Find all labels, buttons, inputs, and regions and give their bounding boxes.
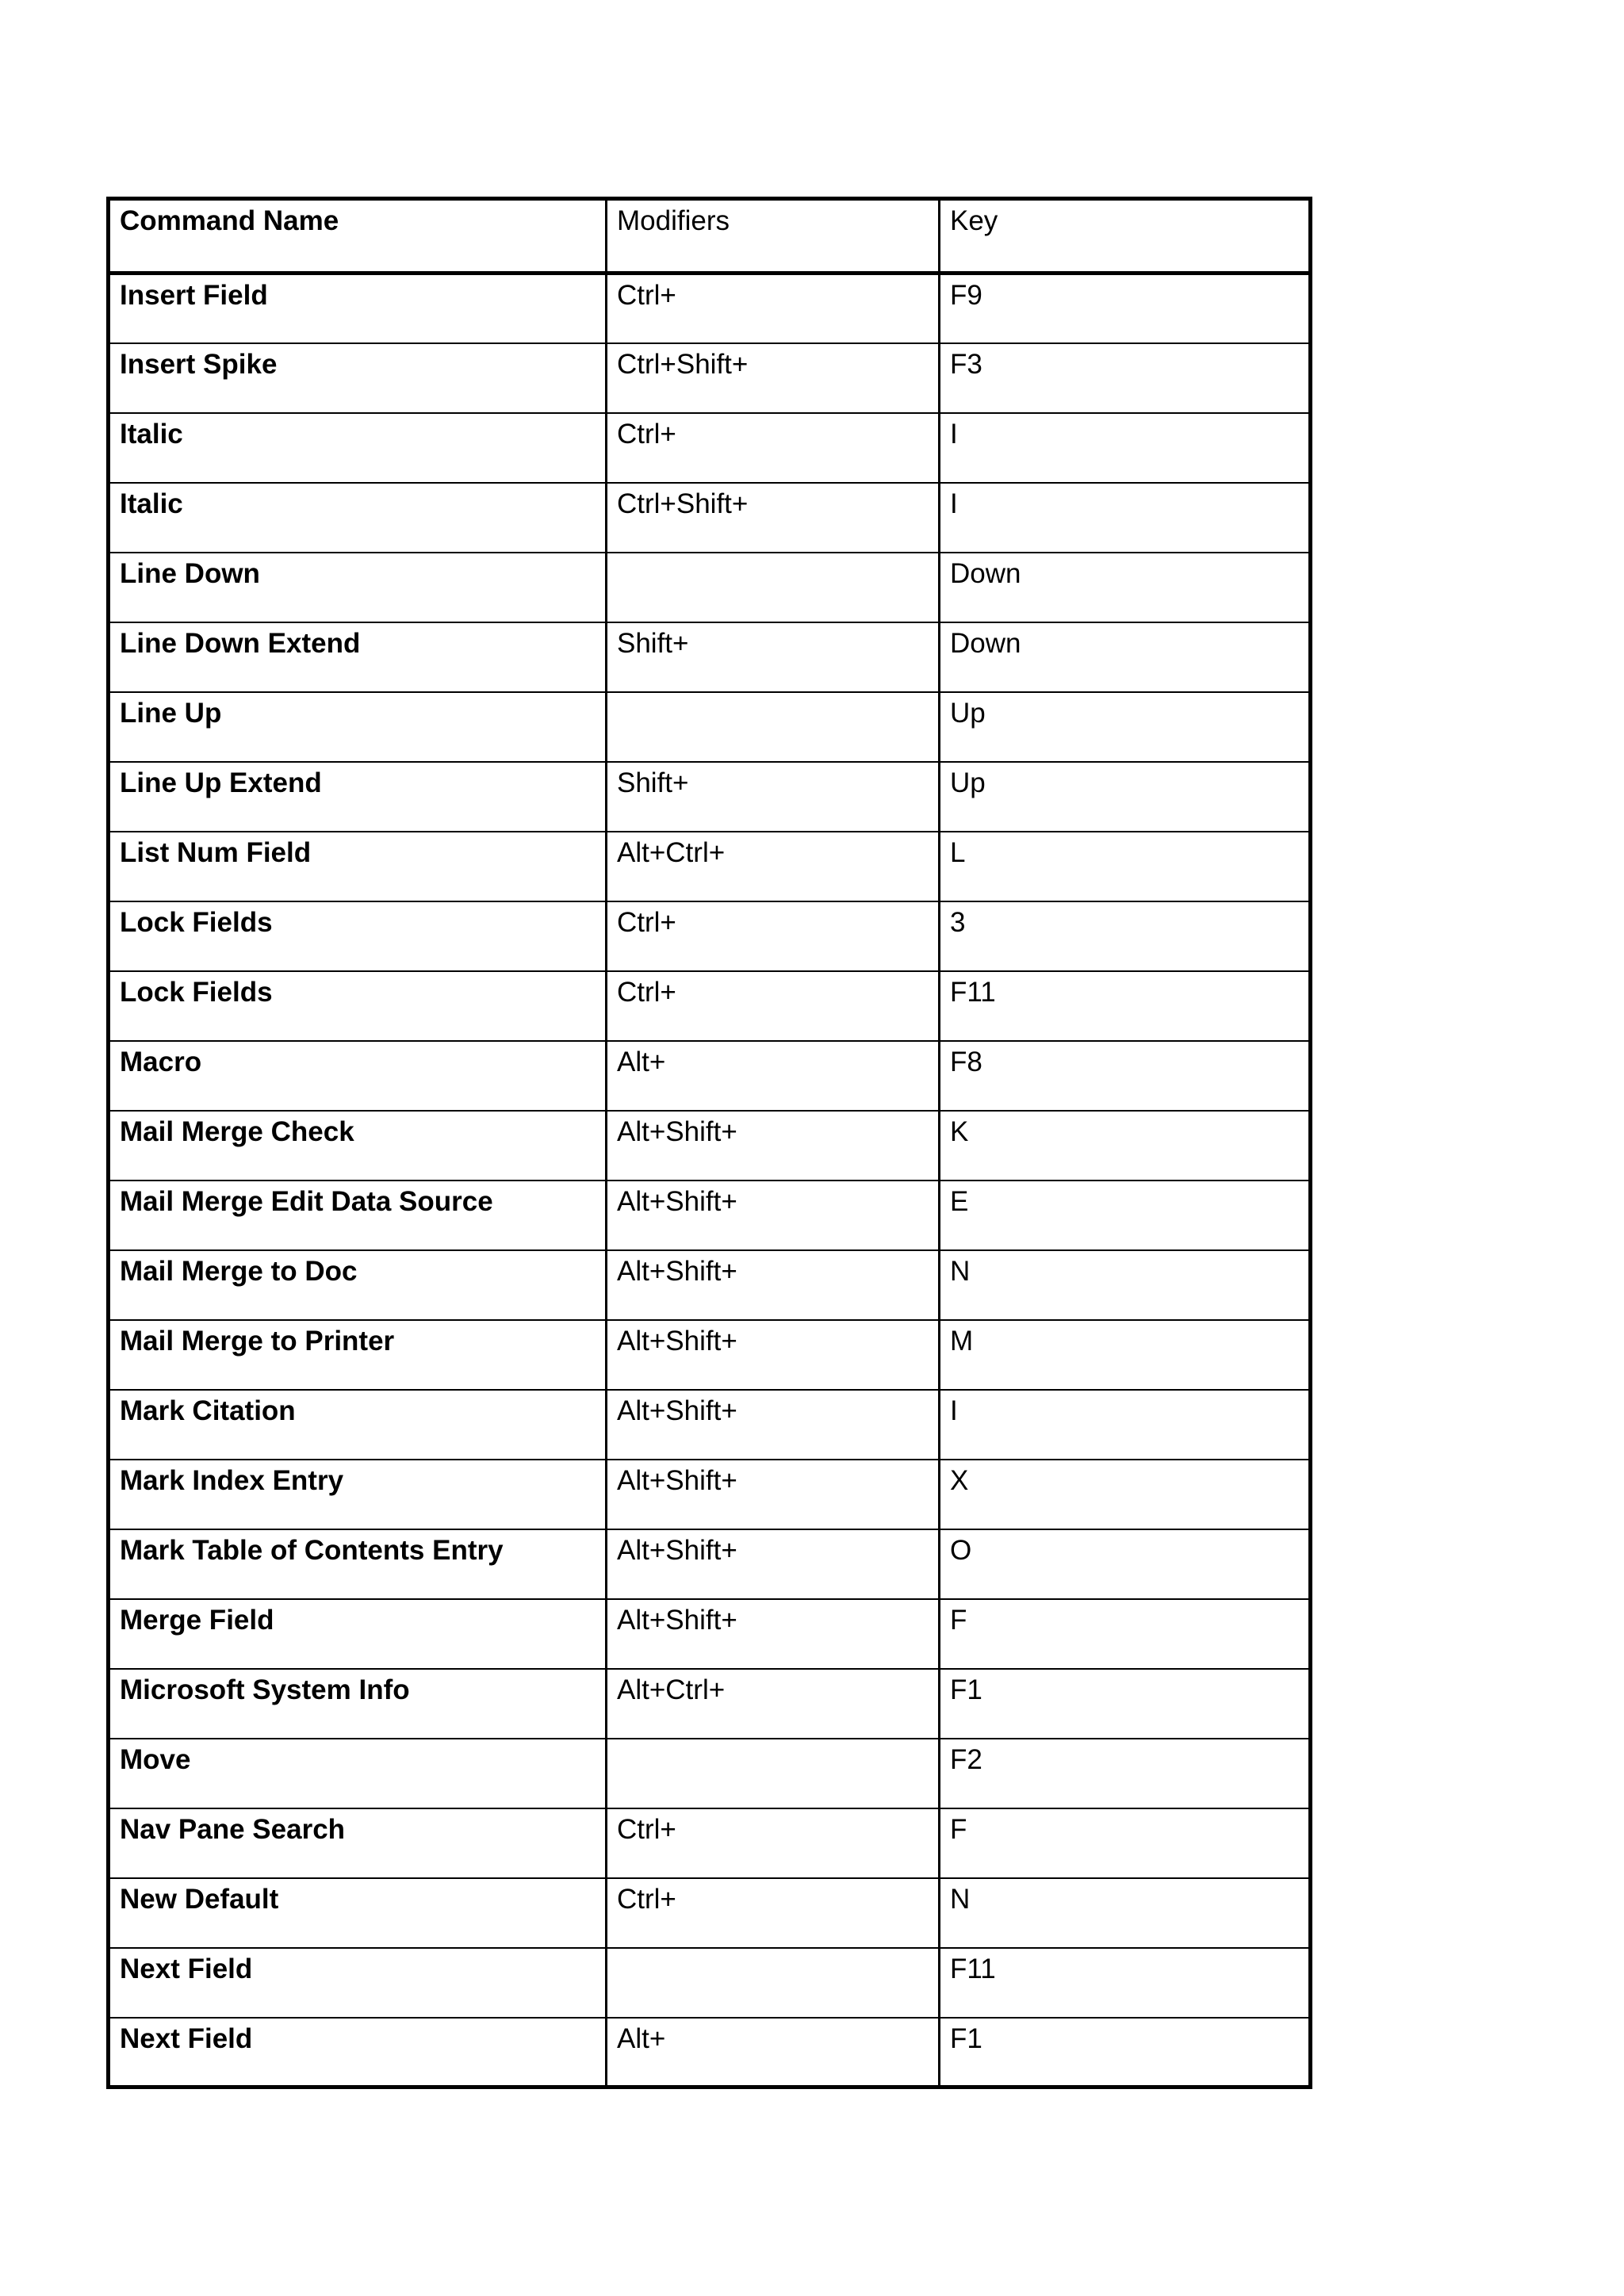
command-name-cell: New Default: [109, 1878, 607, 1948]
table-row: [109, 1460, 1311, 1529]
command-name-cell: Move: [109, 1739, 607, 1808]
command-name-cell: Merge Field: [109, 1599, 607, 1669]
key-cell: Up: [940, 762, 1311, 832]
key-cell: I: [940, 1390, 1311, 1460]
command-name-cell: Italic: [109, 413, 607, 483]
key-cell: F1: [940, 2018, 1311, 2087]
modifiers-cell: [607, 692, 940, 762]
key-cell: F: [940, 1599, 1311, 1669]
command-name-cell: Insert Spike: [109, 343, 607, 413]
modifiers-cell: Shift+: [607, 762, 940, 832]
command-name-cell: Line Up: [109, 692, 607, 762]
key-cell: F11: [940, 1948, 1311, 2018]
command-name-cell: Mail Merge Check: [109, 1111, 607, 1181]
table-row: [109, 1878, 1311, 1948]
modifiers-cell: Alt+: [607, 1041, 940, 1111]
table-row: [109, 1669, 1311, 1739]
command-name-cell: Next Field: [109, 2018, 607, 2087]
modifiers-cell: Alt+Ctrl+: [607, 832, 940, 901]
document-page: [106, 197, 1308, 2089]
command-name-cell: Lock Fields: [109, 971, 607, 1041]
modifiers-cell: Alt+Shift+: [607, 1111, 940, 1181]
command-name-cell: Mark Table of Contents Entry: [109, 1529, 607, 1599]
modifiers-cell: Alt+Shift+: [607, 1460, 940, 1529]
key-cell: Down: [940, 553, 1311, 622]
table-row: [109, 1948, 1311, 2018]
header-command-name: Command Name: [109, 199, 607, 274]
key-cell: F1: [940, 1669, 1311, 1739]
table-header: [109, 199, 1311, 274]
command-name-cell: Mail Merge Edit Data Source: [109, 1181, 607, 1250]
table-row: [109, 274, 1311, 343]
table-row: [109, 2018, 1311, 2087]
table-row: [109, 1529, 1311, 1599]
key-cell: F11: [940, 971, 1311, 1041]
modifiers-cell: Alt+Shift+: [607, 1529, 940, 1599]
modifiers-cell: Ctrl+Shift+: [607, 483, 940, 553]
command-name-cell: Macro: [109, 1041, 607, 1111]
key-cell: F9: [940, 274, 1311, 343]
table-row: [109, 762, 1311, 832]
command-name-cell: Insert Field: [109, 274, 607, 343]
modifiers-cell: Ctrl+: [607, 1878, 940, 1948]
key-cell: X: [940, 1460, 1311, 1529]
key-cell: 3: [940, 901, 1311, 971]
modifiers-cell: Alt+Shift+: [607, 1599, 940, 1669]
key-cell: F2: [940, 1739, 1311, 1808]
key-cell: N: [940, 1250, 1311, 1320]
key-cell: F3: [940, 343, 1311, 413]
key-cell: K: [940, 1111, 1311, 1181]
key-cell: F8: [940, 1041, 1311, 1111]
command-name-cell: Nav Pane Search: [109, 1808, 607, 1878]
key-cell: Down: [940, 622, 1311, 692]
modifiers-cell: Alt+: [607, 2018, 940, 2087]
table-row: [109, 343, 1311, 413]
table-row: [109, 1181, 1311, 1250]
table-row: [109, 1041, 1311, 1111]
table-row: [109, 1599, 1311, 1669]
table-row: [109, 692, 1311, 762]
table-row: [109, 1250, 1311, 1320]
modifiers-cell: [607, 553, 940, 622]
command-name-cell: Next Field: [109, 1948, 607, 2018]
command-name-cell: Line Up Extend: [109, 762, 607, 832]
command-name-cell: List Num Field: [109, 832, 607, 901]
command-name-cell: Line Down: [109, 553, 607, 622]
key-cell: O: [940, 1529, 1311, 1599]
table-row: [109, 553, 1311, 622]
table-row: [109, 1739, 1311, 1808]
header-key: Key: [940, 199, 1311, 274]
key-cell: N: [940, 1878, 1311, 1948]
modifiers-cell: Alt+Shift+: [607, 1181, 940, 1250]
modifiers-cell: Alt+Shift+: [607, 1390, 940, 1460]
table-row: [109, 622, 1311, 692]
key-cell: E: [940, 1181, 1311, 1250]
modifiers-cell: Ctrl+Shift+: [607, 343, 940, 413]
table-row: [109, 413, 1311, 483]
key-cell: L: [940, 832, 1311, 901]
command-name-cell: Microsoft System Info: [109, 1669, 607, 1739]
modifiers-cell: Shift+: [607, 622, 940, 692]
key-cell: Up: [940, 692, 1311, 762]
command-name-cell: Mail Merge to Printer: [109, 1320, 607, 1390]
header-row: [109, 199, 1311, 274]
modifiers-cell: Ctrl+: [607, 1808, 940, 1878]
modifiers-cell: [607, 1948, 940, 2018]
shortcut-table: [106, 197, 1312, 2089]
modifiers-cell: Ctrl+: [607, 413, 940, 483]
header-modifiers: Modifiers: [607, 199, 940, 274]
table-row: [109, 483, 1311, 553]
modifiers-cell: Alt+Shift+: [607, 1250, 940, 1320]
modifiers-cell: Alt+Shift+: [607, 1320, 940, 1390]
command-name-cell: Mark Index Entry: [109, 1460, 607, 1529]
modifiers-cell: [607, 1739, 940, 1808]
table-body: [109, 274, 1311, 2087]
table-row: [109, 901, 1311, 971]
table-row: [109, 1390, 1311, 1460]
table-row: [109, 1808, 1311, 1878]
command-name-cell: Lock Fields: [109, 901, 607, 971]
table-row: [109, 1320, 1311, 1390]
key-cell: I: [940, 483, 1311, 553]
key-cell: I: [940, 413, 1311, 483]
key-cell: F: [940, 1808, 1311, 1878]
modifiers-cell: Ctrl+: [607, 901, 940, 971]
modifiers-cell: Alt+Ctrl+: [607, 1669, 940, 1739]
modifiers-cell: Ctrl+: [607, 971, 940, 1041]
command-name-cell: Italic: [109, 483, 607, 553]
command-name-cell: Mark Citation: [109, 1390, 607, 1460]
modifiers-cell: Ctrl+: [607, 274, 940, 343]
command-name-cell: Mail Merge to Doc: [109, 1250, 607, 1320]
table-row: [109, 971, 1311, 1041]
command-name-cell: Line Down Extend: [109, 622, 607, 692]
table-row: [109, 832, 1311, 901]
key-cell: M: [940, 1320, 1311, 1390]
table-row: [109, 1111, 1311, 1181]
